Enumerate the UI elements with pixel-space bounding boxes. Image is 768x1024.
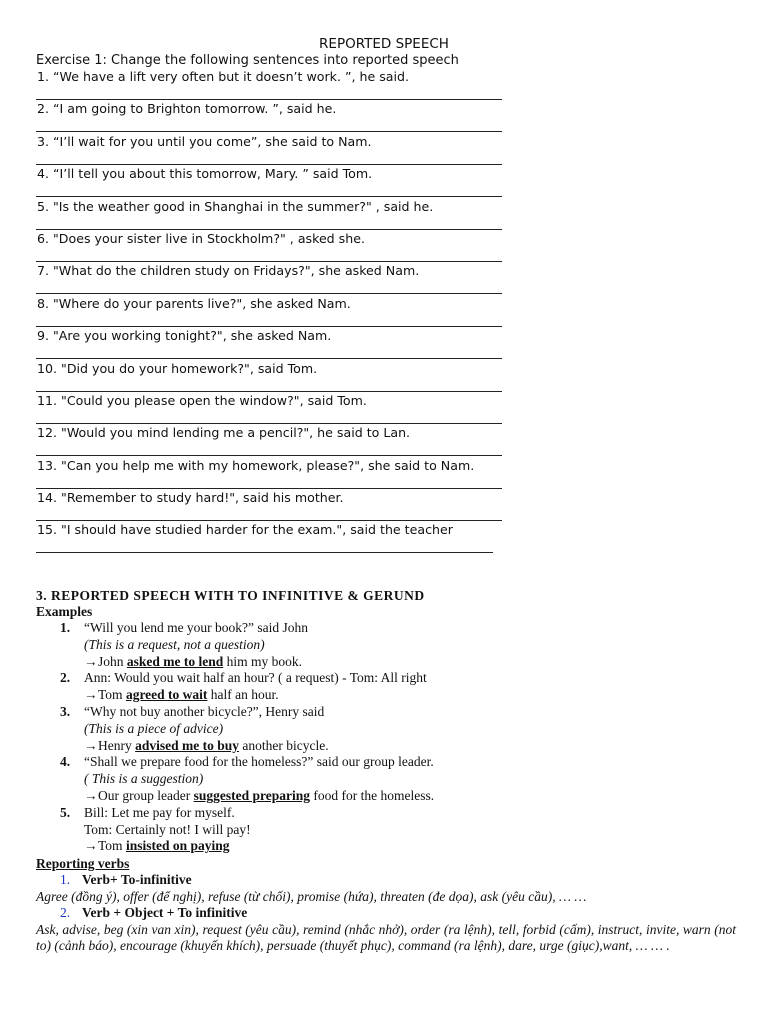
verb-group-heading [60, 905, 736, 922]
exercise-sentence: 7. "What do the children study on Fridays?", she asked Nam. [37, 263, 420, 279]
example-item [60, 754, 736, 804]
verb-group-title: Verb + Object + To infinitive [82, 905, 248, 921]
result-suffix: food for the homeless. [309, 787, 435, 803]
exercise-sentence: 15. "I should have studied harder for the exam.", said the teacher [37, 522, 453, 538]
exercise-sentence: 8. "Where do your parents live?", she asked Nam. [37, 295, 351, 311]
exercise-sentence: 10. "Did you do your homework?", said Tom. [37, 360, 318, 376]
example-quote: “Why not buy another bicycle?”, Henry said [84, 703, 325, 719]
result-suffix: him my book. [223, 653, 303, 669]
result-prefix: Our group leader [98, 787, 194, 803]
exercise-item [36, 360, 506, 392]
example-result [84, 654, 736, 671]
exercise-sentence: 12. "Would you mind lending me a pencil?", he said to Lan. [37, 425, 411, 441]
exercise-sentence: 1. “We have a lift very often but it doesn’t work. ”, he said. [37, 69, 410, 84]
exercise-item [36, 327, 506, 359]
exercise-list [36, 68, 506, 554]
verb-group-heading [60, 872, 736, 889]
example-note: ( This is a suggestion) [84, 771, 204, 787]
example-number: 1. [60, 620, 71, 635]
arrow-icon: → [84, 787, 98, 803]
result-prefix: Tom [98, 687, 126, 703]
example-quote: “Shall we prepare food for the homeless?” said our group leader. [84, 754, 434, 770]
example-quote: “Will you lend me your book?” said John [84, 620, 309, 635]
result-key-phrase: advised me to buy [135, 737, 240, 753]
exercise-sentence: 13. "Can you help me with my homework, please?", she said to Nam. [37, 457, 475, 473]
verb-group-title: Verb+ To-infinitive [82, 872, 192, 888]
example-number: 5. [60, 804, 71, 820]
example-item [60, 670, 736, 704]
verb-group-number: 1. [60, 872, 71, 888]
exercise-sentence: 5. "Is the weather good in Shanghai in the summer?" , said he. [37, 198, 434, 214]
examples-list [60, 620, 736, 855]
result-suffix: another bicycle. [239, 737, 329, 753]
verb-group-number: 2. [60, 905, 71, 921]
exercise-item [36, 392, 506, 424]
exercise-sentence: 2. “I am going to Brighton tomorrow. ”, said he. [37, 101, 337, 117]
example-item [60, 703, 736, 754]
example-quote: Ann: Would you wait half an hour? ( a request) - Tom: All right [84, 670, 427, 686]
example-item [60, 620, 736, 670]
result-prefix: Henry [98, 737, 136, 753]
verb-group-list: Agree (đồng ý), offer (để nghị), refuse (từ chối), promise (hứa), threaten (đe dọa), ask (yêu cầu), … … [36, 888, 587, 904]
example-note: (This is a request, not a question) [84, 636, 265, 652]
exercise-item [36, 68, 506, 100]
example-quote: Bill: Let me pay for myself. [84, 804, 235, 820]
result-prefix: Tom [98, 838, 126, 854]
result-key-phrase: suggested preparing [193, 787, 310, 803]
result-suffix: half an hour. [207, 687, 279, 703]
example-result [84, 687, 736, 704]
example-quote-2: Tom: Certainly not! I will pay! [84, 821, 251, 837]
exercise-item [36, 262, 506, 294]
example-result [84, 788, 736, 805]
result-prefix: John [98, 653, 127, 669]
exercise-item [36, 165, 506, 197]
exercise-item [36, 295, 506, 327]
arrow-icon: → [84, 653, 98, 669]
result-key-phrase: asked me to lend [126, 653, 224, 669]
exercise-item [36, 489, 506, 521]
exercise-item [36, 230, 506, 262]
exercise-item [36, 457, 506, 489]
exercise-sentence: 14. "Remember to study hard!", said his mother. [37, 490, 344, 506]
exercise-item [36, 100, 506, 132]
exercise-item [36, 521, 506, 553]
reporting-verbs-groups [36, 872, 736, 955]
exercise-instruction: Exercise 1: Change the following sentences into reported speech [36, 53, 459, 68]
reporting-verbs-label: Reporting verbs [36, 856, 130, 872]
example-number: 4. [60, 754, 71, 770]
exercise-item [36, 133, 506, 165]
examples-label: Examples [36, 604, 93, 619]
result-key-phrase: agreed to wait [125, 687, 208, 703]
exercise-sentence: 3. “I’ll wait for you until you come”, she said to Nam. [37, 133, 372, 149]
page-title: REPORTED SPEECH [319, 36, 449, 52]
exercise-item [36, 424, 506, 456]
answer-line [36, 552, 493, 553]
result-key-phrase: insisted on paying [125, 838, 230, 854]
verb-group-list: Ask, advise, beg (xin van xin), request (yêu cầu), remind (nhắc nhở), order (ra lệnh), tell, forbid (cấm), instruct, invite, warn (not to) (cảnh báo), encourage (khuyến khích), persuade (thuyết phục), command (ra lệnh), dare, urge (giục),want, … … . [36, 921, 736, 954]
example-number: 2. [60, 670, 71, 686]
exercise-sentence: 9. "Are you working tonight?", she asked Nam. [37, 328, 332, 344]
exercise-item [36, 198, 506, 230]
example-result [84, 738, 736, 755]
arrow-icon: → [84, 687, 98, 703]
arrow-icon: → [84, 737, 98, 753]
exercise-sentence: 4. “I’ll tell you about this tomorrow, Mary. ” said Tom. [37, 166, 373, 182]
section-3 [36, 587, 736, 955]
arrow-icon: → [84, 838, 98, 854]
section-heading: 3. REPORTED SPEECH WITH TO INFINITIVE & GERUND [36, 588, 425, 603]
example-note: (This is a piece of advice) [84, 720, 224, 736]
example-item [60, 804, 736, 855]
exercise-sentence: 11. "Could you please open the window?", said Tom. [37, 392, 367, 408]
example-number: 3. [60, 703, 71, 719]
example-result [84, 838, 736, 855]
exercise-sentence: 6. "Does your sister live in Stockholm?" , asked she. [37, 230, 365, 246]
